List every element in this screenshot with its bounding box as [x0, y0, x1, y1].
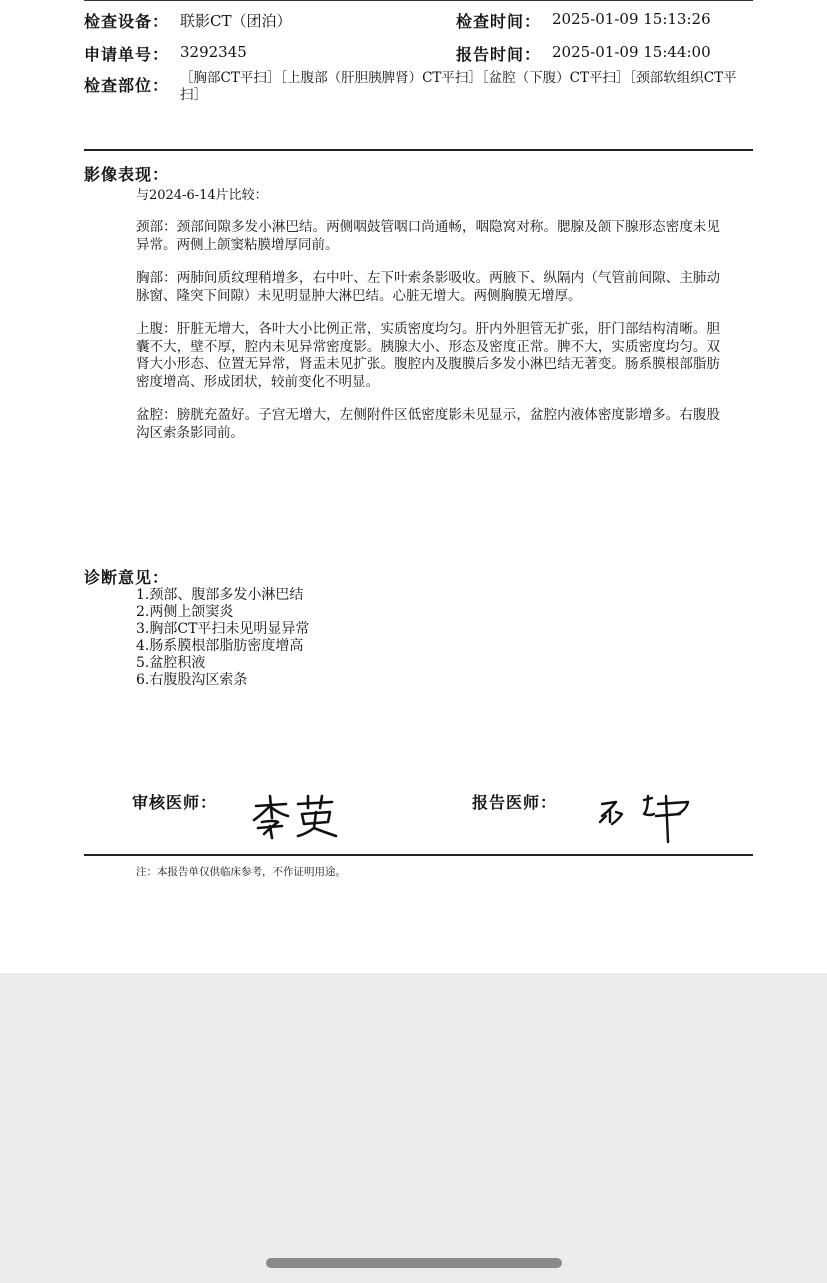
disclaimer-note: 注：本报告单仅供临床参考，不作证明用途。 [136, 866, 346, 878]
findings-body [136, 219, 720, 458]
footer-divider [84, 854, 753, 856]
diagnosis-item: 1.颈部、腹部多发小淋巴结 [136, 587, 304, 603]
request-no-label: 申请单号： [84, 45, 170, 64]
reporter-signature [596, 792, 696, 848]
exam-time-value: 2025-01-09 15:13:26 [552, 10, 711, 28]
diagnosis-item: 2.两侧上颌窦炎 [136, 604, 234, 620]
diagnosis-item: 6.右腹股沟区索条 [136, 672, 248, 688]
top-divider [84, 0, 753, 1]
diagnosis-item: 4.肠系膜根部脂肪密度增高 [136, 638, 304, 654]
exam-part-label: 检查部位： [84, 76, 170, 95]
finding-upper-abdomen: 上腹：肝脏无增大，各叶大小比例正常，实质密度均匀。肝内外胆管无扩张，肝门部结构清晰。胆囊不大，壁不厚，腔内未见异常密度影。胰腺大小、形态及密度正常。脾不大，实质密度均匀。双肾大小形态、位置无异常，肾盂未见扩张。腹腔内及腹膜后多发小淋巴结无著变。肠系膜根部脂肪密度增高、形成团状，较前变化不明显。 [136, 321, 720, 390]
finding-pelvis: 盆腔：膀胱充盈好。子宫无增大，左侧附件区低密度影未见显示，盆腔内液体密度影增多。右腹股沟区索条影同前。 [136, 407, 720, 441]
finding-neck: 颈部：颈部间隙多发小淋巴结。两侧咽鼓管咽口尚通畅，咽隐窝对称。腮腺及颌下腺形态密度未见异常。两侧上颌窦粘膜增厚同前。 [136, 219, 720, 253]
comparison-note: 与2024-6-14片比较： [136, 188, 268, 203]
device-label: 检查设备： [84, 12, 170, 31]
reviewer-label: 审核医师： [132, 793, 218, 812]
diagnosis-list [136, 587, 309, 689]
reviewer-signature [248, 792, 344, 840]
diagnosis-item: 5.盆腔积液 [136, 655, 206, 671]
finding-chest: 胸部：两肺间质纹理稍增多，右中叶、左下叶索条影吸收。两腋下、纵隔内（气管前间隙、主肺动脉窗、隆突下间隙）未见明显肿大淋巴结。心脏无增大。两侧胸膜无增厚。 [136, 270, 720, 304]
reporter-label: 报告医师： [472, 793, 558, 812]
findings-title: 影像表现： [84, 165, 170, 184]
header-divider [84, 149, 753, 151]
exam-part-value: ［胸部CT平扫］［上腹部（肝胆胰脾肾）CT平扫］［盆腔（下腹）CT平扫］［颈部软组织CT平扫］ [180, 70, 737, 103]
diagnosis-title: 诊断意见： [84, 568, 170, 587]
report-time-label: 报告时间： [456, 45, 542, 64]
device-value: 联影CT（团泊） [180, 12, 292, 30]
exam-time-label: 检查时间： [456, 12, 542, 31]
diagnosis-item: 3.胸部CT平扫未见明显异常 [136, 621, 310, 637]
request-no-value: 3292345 [180, 43, 247, 61]
home-indicator-bar[interactable] [266, 1258, 562, 1268]
report-time-value: 2025-01-09 15:44:00 [552, 43, 711, 61]
